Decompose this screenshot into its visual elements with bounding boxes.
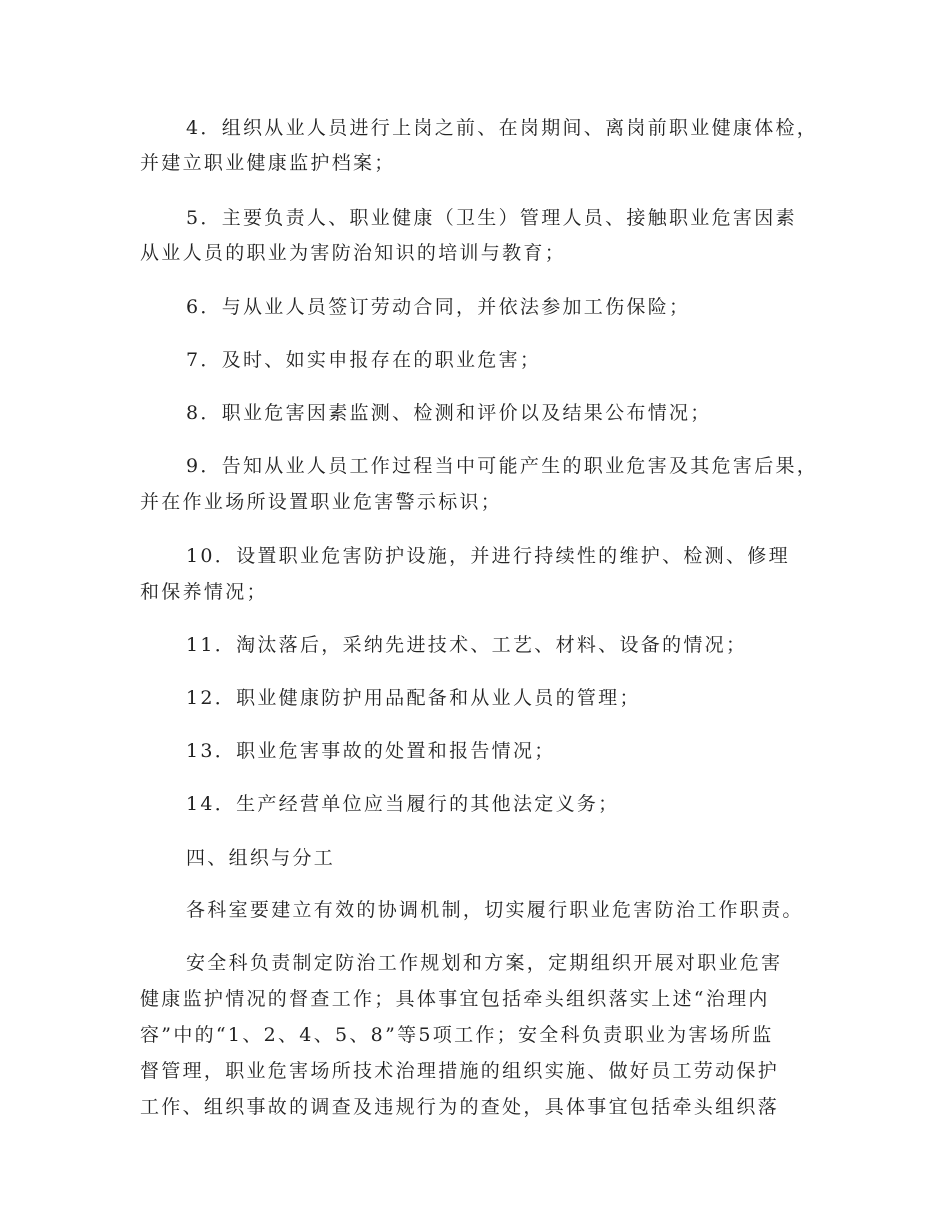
paragraph-line: 容”中的“1、2、4、5、8”等5项工作；安全科负责职业为害场所监 [140,1024,774,1046]
text-line-item-13: 13．职业危害事故的处置和报告情况； [186,740,556,762]
text-line-item-9: 9．告知从业人员工作过程当中可能产生的职业危害及其危害后果， [186,455,819,477]
paragraph-line: 督管理，职业危害场所技术治理措施的组织实施、做好员工劳动保护 [140,1060,780,1082]
text-line-item-10-cont: 和保养情况； [140,581,268,603]
paragraph-line: 健康监护情况的督查工作；具体事宜包括牵头组织落实上述“治理内 [140,988,770,1010]
text-line-item-9-cont: 并在作业场所设置职业危害警示标识； [140,491,503,513]
text-line-item-14: 14．生产经营单位应当履行的其他法定义务； [186,793,620,815]
text-line-item-8: 8．职业危害因素监测、检测和评价以及结果公布情况； [186,402,712,424]
text-line-item-11: 11．淘汰落后，采纳先进技术、工艺、材料、设备的情况； [186,634,748,656]
text-line-item-12: 12．职业健康防护用品配备和从业人员的管理； [186,687,641,709]
paragraph-line: 工作、组织事故的调查及违规行为的查处，具体事宜包括牵头组织落 [140,1096,780,1118]
text-line-item-5-cont: 从业人员的职业为害防治知识的培训与教育； [140,242,567,264]
text-line-item-7: 7．及时、如实申报存在的职业危害； [186,349,542,371]
text-line-item-5: 5．主要负责人、职业健康（卫生）管理人员、接触职业危害因素 [186,207,797,229]
text-line-item-4-cont: 并建立职业健康监护档案； [140,152,396,174]
text-line-item-4: 4．组织从业人员进行上岗之前、在岗期间、离岗前职业健康体检， [186,117,819,139]
text-line-item-6: 6．与从业人员签订劳动合同，并依法参加工伤保险； [186,296,691,318]
text-line-item-10: 10．设置职业危害防护设施，并进行持续性的维护、检测、修理 [186,545,790,567]
paragraph-line: 安全科负责制定防治工作规划和方案，定期组织开展对职业危害 [186,952,783,974]
paragraph-line: 各科室要建立有效的协调机制，切实履行职业危害防治工作职责。 [186,899,804,921]
section-heading: 四、组织与分工 [186,847,336,869]
